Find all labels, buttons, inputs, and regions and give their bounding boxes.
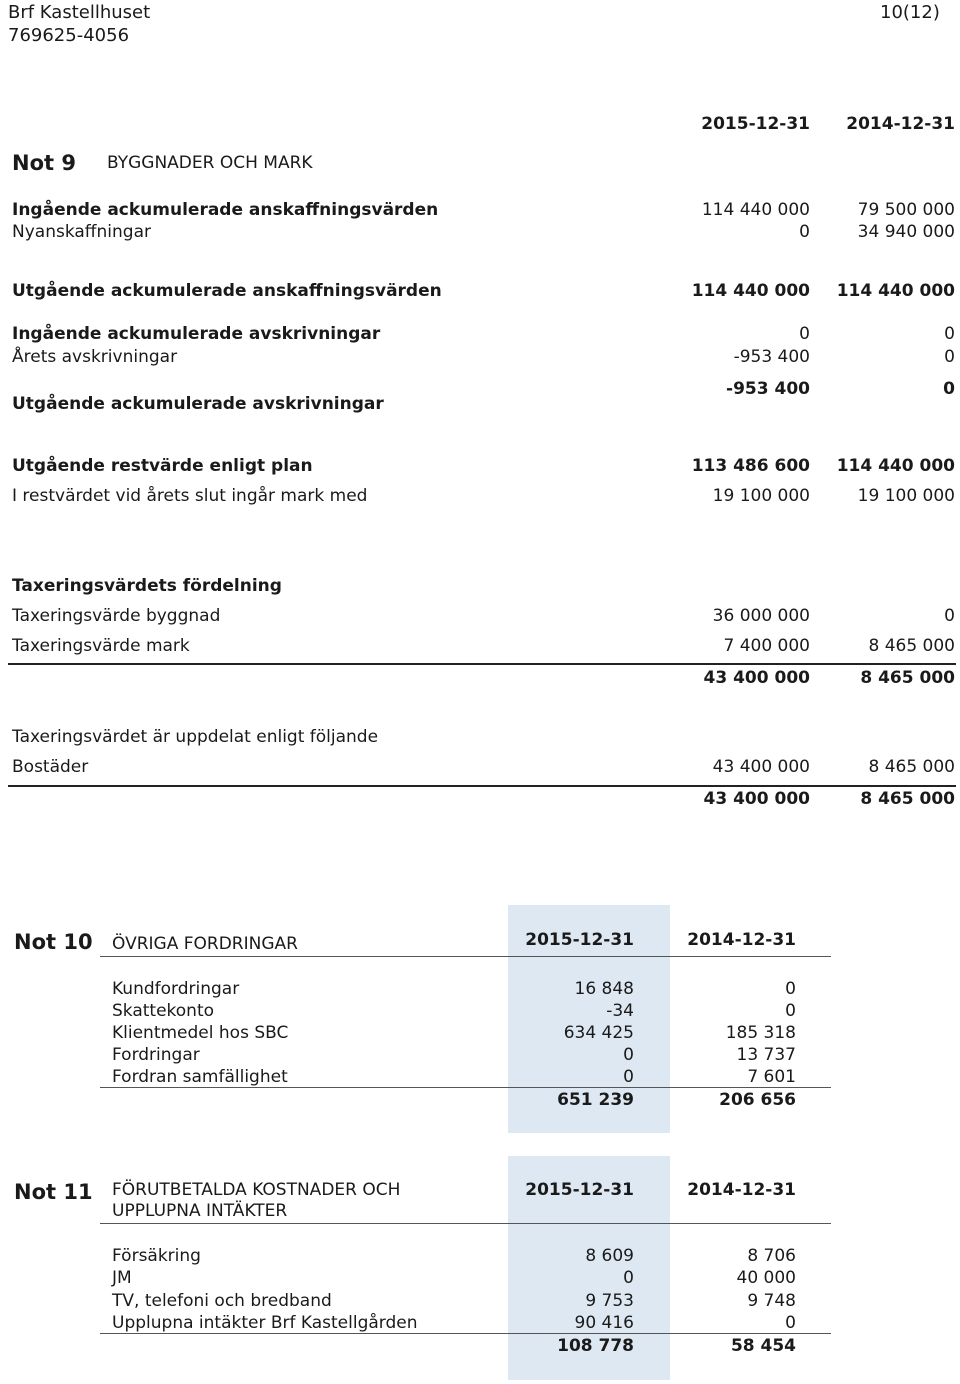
note10-title: ÖVRIGA FORDRINGAR — [112, 934, 298, 954]
note10-col1-header: 2015-12-31 — [525, 930, 634, 950]
note10-row-v1: 0 — [623, 1045, 634, 1065]
note11-title-line2: UPPLUPNA INTÄKTER — [112, 1201, 288, 1221]
note9-row-v2: 0 — [943, 379, 955, 399]
page-number: 10(12) — [880, 2, 940, 23]
note10-total-rule — [100, 1087, 831, 1088]
org-number: 769625-4056 — [8, 25, 130, 46]
tax-total-v1: 43 400 000 — [703, 668, 810, 688]
note10-row-v2: 0 — [785, 979, 796, 999]
note11-header-rule — [100, 1223, 831, 1224]
note10-row-v2: 185 318 — [725, 1023, 796, 1043]
note9-row-label: Ingående ackumulerade anskaffningsvärden — [12, 200, 439, 220]
tax-row-label: Taxeringsvärde mark — [12, 636, 190, 656]
note9-row-v2: 0 — [944, 324, 955, 344]
tax-row-v1: 7 400 000 — [723, 636, 810, 656]
note9-row-v1: 19 100 000 — [712, 486, 810, 506]
note10-col2-header: 2014-12-31 — [687, 930, 796, 950]
note10-row-v1: -34 — [606, 1001, 634, 1021]
org-name: Brf Kastellhuset — [8, 2, 151, 23]
note9-row-v1: 0 — [799, 324, 810, 344]
tax-row-v1: 36 000 000 — [712, 606, 810, 626]
note11-row-v1: 9 753 — [585, 1291, 634, 1311]
note10-row-v2: 0 — [785, 1001, 796, 1021]
note9-title: BYGGNADER OCH MARK — [107, 153, 313, 173]
note10-row-v1: 634 425 — [563, 1023, 634, 1043]
note10-row-v1: 16 848 — [574, 979, 634, 999]
note10-number: Not 10 — [14, 930, 93, 954]
split-row-v1: 43 400 000 — [712, 757, 810, 777]
tax-row-label: Taxeringsvärde byggnad — [12, 606, 221, 626]
split-total-v1: 43 400 000 — [703, 789, 810, 809]
note10-row-v2: 13 737 — [736, 1045, 796, 1065]
tax-row-v2: 8 465 000 — [868, 636, 955, 656]
note10-total-v1: 651 239 — [557, 1090, 634, 1110]
note9-row-v1: 114 440 000 — [691, 281, 810, 301]
note10-row-label: Fordran samfällighet — [112, 1067, 288, 1087]
note9-col2-header: 2014-12-31 — [846, 114, 955, 134]
tax-total-rule — [8, 663, 956, 665]
note9-row-v1: -953 400 — [726, 379, 810, 399]
note11-col1-header: 2015-12-31 — [525, 1180, 634, 1200]
note11-row-v2: 0 — [785, 1313, 796, 1333]
note9-row-v2: 19 100 000 — [857, 486, 955, 506]
note11-total-v1: 108 778 — [557, 1336, 634, 1356]
note11-row-v1: 90 416 — [574, 1313, 634, 1333]
note9-row-label: Utgående restvärde enligt plan — [12, 456, 313, 476]
note10-row-v2: 7 601 — [747, 1067, 796, 1087]
note11-row-v2: 40 000 — [736, 1268, 796, 1288]
note11-total-v2: 58 454 — [730, 1336, 796, 1356]
note9-row-v1: 0 — [799, 222, 810, 242]
note10-row-label: Klientmedel hos SBC — [112, 1023, 289, 1043]
note10-row-label: Fordringar — [112, 1045, 200, 1065]
note11-row-v1: 8 609 — [585, 1246, 634, 1266]
note9-row-v2: 0 — [944, 347, 955, 367]
note9-col1-header: 2015-12-31 — [701, 114, 810, 134]
tax-row-v2: 0 — [944, 606, 955, 626]
note11-col2-header: 2014-12-31 — [687, 1180, 796, 1200]
note10-header-rule — [100, 956, 831, 957]
note9-row-label: Ingående ackumulerade avskrivningar — [12, 324, 381, 344]
note9-row-v1: -953 400 — [733, 347, 810, 367]
note11-total-rule — [100, 1333, 831, 1334]
note9-row-label: Nyanskaffningar — [12, 222, 151, 242]
tax-heading: Taxeringsvärdets fördelning — [12, 576, 282, 596]
note11-row-v2: 8 706 — [747, 1246, 796, 1266]
split-row-label: Bostäder — [12, 757, 89, 777]
note9-row-v1: 113 486 600 — [691, 456, 810, 476]
note9-row-v2: 34 940 000 — [857, 222, 955, 242]
note11-title-line1: FÖRUTBETALDA KOSTNADER OCH — [112, 1180, 401, 1200]
split-row-v2: 8 465 000 — [868, 757, 955, 777]
note11-row-label: JM — [112, 1268, 132, 1288]
note11-row-v1: 0 — [623, 1268, 634, 1288]
note10-total-v2: 206 656 — [719, 1090, 796, 1110]
note9-row-v2: 114 440 000 — [836, 456, 955, 476]
note10-row-label: Kundfordringar — [112, 979, 240, 999]
note11-number: Not 11 — [14, 1180, 93, 1204]
note10-row-label: Skattekonto — [112, 1001, 215, 1021]
tax-total-v2: 8 465 000 — [860, 668, 955, 688]
note9-row-label: Årets avskrivningar — [12, 347, 178, 367]
note9-row-label: I restvärdet vid årets slut ingår mark med — [12, 486, 368, 506]
note9-number: Not 9 — [12, 151, 76, 175]
note9-row-v1: 114 440 000 — [701, 200, 810, 220]
note9-row-label: Utgående ackumulerade avskrivningar — [12, 394, 384, 414]
note9-row-label: Utgående ackumulerade anskaffningsvärden — [12, 281, 442, 301]
split-heading: Taxeringsvärdet är uppdelat enligt följande — [12, 727, 379, 747]
split-total-rule — [8, 785, 956, 787]
note9-row-v2: 79 500 000 — [857, 200, 955, 220]
note9-row-v2: 114 440 000 — [836, 281, 955, 301]
note11-row-label: Upplupna intäkter Brf Kastellgården — [112, 1313, 418, 1333]
note11-row-label: TV, telefoni och bredband — [112, 1291, 332, 1311]
split-total-v2: 8 465 000 — [860, 789, 955, 809]
note10-row-v1: 0 — [623, 1067, 634, 1087]
note11-row-v2: 9 748 — [747, 1291, 796, 1311]
note11-row-label: Försäkring — [112, 1246, 201, 1266]
